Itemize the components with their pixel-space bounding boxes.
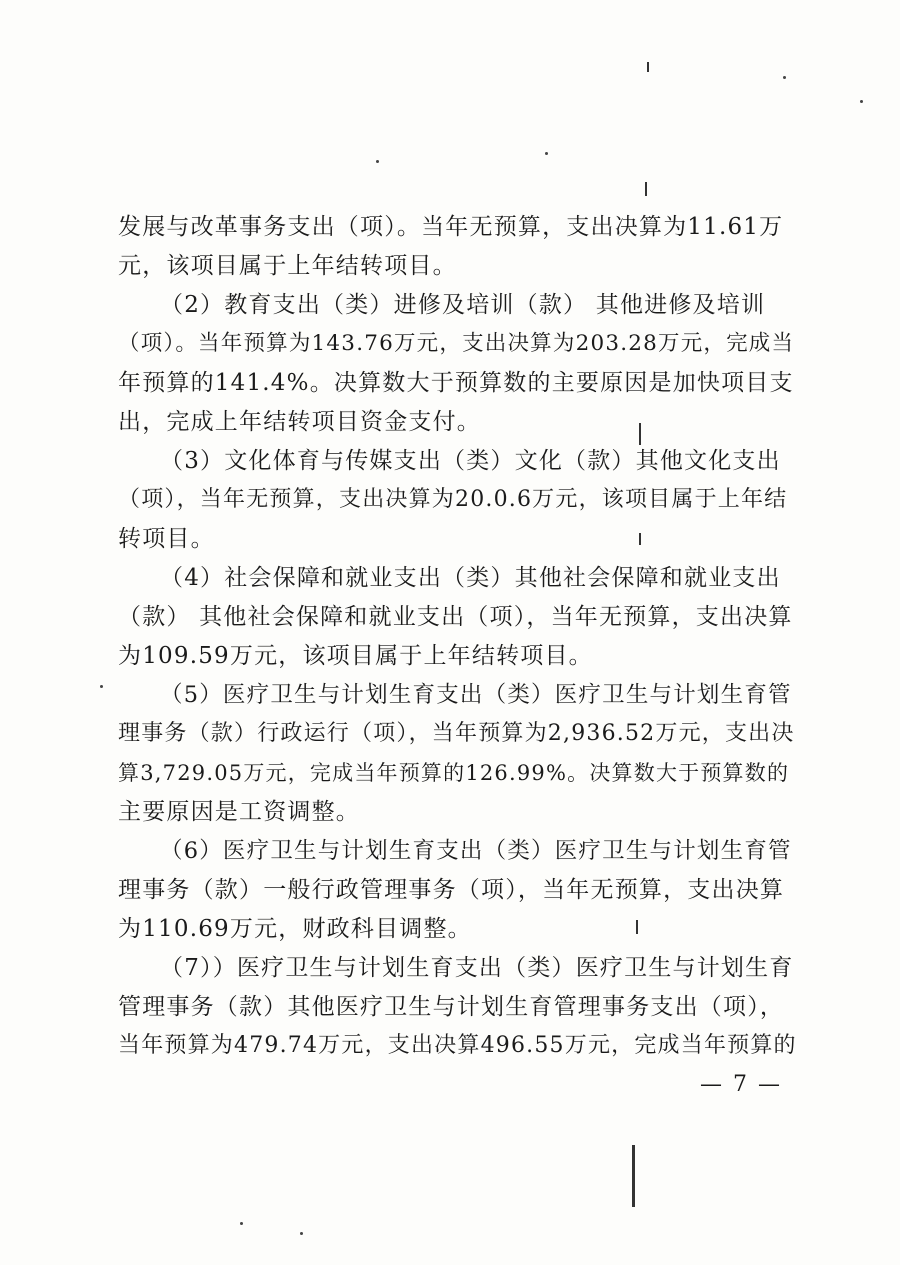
- text-line: （项），当年无预算，支出决算为20.0.6万元，该项目属于上年结: [118, 487, 788, 512]
- text-line: （4）社会保障和就业支出（类）其他社会保障和就业支出: [160, 565, 781, 591]
- page-number: — 7 —: [700, 1072, 782, 1097]
- scan-mark: [647, 62, 649, 72]
- text-line: 管理事务（款）其他医疗卫生与计划生育管理事务支出（项），: [118, 994, 785, 1020]
- text-line: （7））医疗卫生与计划生育支出（类）医疗卫生与计划生育: [160, 955, 794, 981]
- scan-dot: [300, 1232, 303, 1235]
- text-line: 算3,729.05万元，完成当年预算的126.99%。决算数大于预算数的: [118, 761, 790, 785]
- text-line: 发展与改革事务支出（项）。当年无预算，支出决算为11.61万: [118, 214, 784, 240]
- scan-dot: [240, 1222, 243, 1225]
- text-line: 主要原因是工资调整。: [118, 799, 360, 825]
- text-line: 理事务（款）行政运行（项），当年预算为2,936.52万元，支出决: [118, 721, 795, 746]
- text-line: 转项目。: [118, 526, 215, 552]
- text-line: （5）医疗卫生与计划生育支出（类）医疗卫生与计划生育管: [160, 682, 792, 708]
- text-line: （2）教育支出（类）进修及培训（款） 其他进修及培训: [160, 292, 766, 318]
- scan-dot: [783, 76, 786, 79]
- scan-dot: [100, 685, 103, 688]
- text-line: 理事务（款）一般行政管理事务（项），当年无预算，支出决算: [118, 877, 785, 903]
- text-line: 为109.59万元，该项目属于上年结转项目。: [118, 643, 593, 669]
- scan-mark: [632, 1145, 635, 1207]
- scan-dot: [376, 160, 379, 163]
- scan-mark: [645, 182, 647, 196]
- text-line: 元，该项目属于上年结转项目。: [118, 253, 457, 279]
- text-line: （6）医疗卫生与计划生育支出（类）医疗卫生与计划生育管: [160, 838, 792, 864]
- text-line: （项）。当年预算为143.76万元，支出决算为203.28万元，完成当: [118, 331, 795, 356]
- text-line: 年预算的141.4%。决算数大于预算数的主要原因是加快项目支: [118, 370, 794, 396]
- text-line: （3）文化体育与传媒支出（类）文化（款）其他文化支出: [160, 448, 781, 474]
- text-line: 当年预算为479.74万元，支出决算496.55万元，完成当年预算的: [118, 1033, 797, 1058]
- text-line: 出，完成上年结转项目资金支付。: [118, 409, 481, 435]
- text-line: （款） 其他社会保障和就业支出（项），当年无预算，支出决算: [118, 604, 793, 630]
- scan-dot: [545, 152, 548, 155]
- scan-dot: [860, 100, 863, 103]
- text-line: 为110.69万元，财政科目调整。: [118, 916, 472, 942]
